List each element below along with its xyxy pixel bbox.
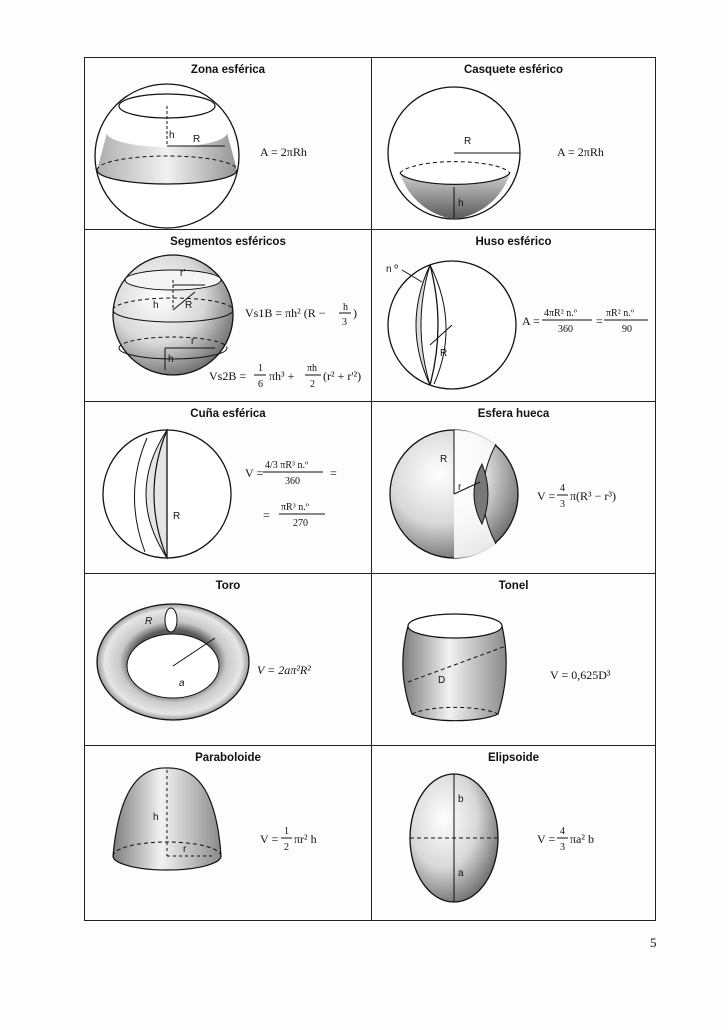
formula-volume: V = 0,625D³ (550, 668, 611, 682)
huso-eq2: = (596, 314, 603, 328)
cell-title: Casquete esférico (463, 64, 564, 76)
label-R: R (145, 616, 153, 627)
parab-rest: πr² h (294, 832, 317, 846)
label-r-prime: r' (180, 268, 186, 279)
cell-title: Cuña esférica (190, 408, 266, 420)
formula-sheet (84, 57, 656, 921)
a-eq: A = (522, 314, 540, 328)
cell-elipsoide (372, 746, 655, 920)
v-eq: V = (245, 466, 264, 480)
label-r: r (183, 844, 187, 855)
vs2b-d2: 2 (310, 379, 315, 390)
formula-area: A = 2πRh (260, 145, 307, 159)
label-R: R (464, 136, 472, 147)
cell-title: Tonel (498, 580, 529, 592)
label-R: R (185, 300, 193, 311)
page-number: 5 (650, 935, 657, 950)
cell-tonel (372, 574, 655, 746)
label-D: D (438, 675, 446, 686)
vs2b-mid: πh³ + (269, 369, 295, 383)
huso-num2: πR² n.º (606, 308, 634, 319)
cell-title: Huso esférico (475, 236, 552, 248)
label-h: h (169, 130, 175, 141)
casquete-esferico-figure (372, 58, 655, 230)
cuna-den1: 360 (285, 476, 300, 487)
v-eq: V = (537, 489, 556, 503)
cell-toro (85, 574, 372, 746)
cell-huso-esferico (372, 230, 655, 402)
label-R: R (440, 454, 448, 465)
label-r: r (458, 482, 462, 493)
vs1b-den: 3 (342, 317, 347, 328)
label-h-upper: h (153, 300, 159, 311)
label-n: n º (386, 264, 398, 275)
label-a: a (458, 868, 464, 879)
label-a: a (179, 678, 185, 689)
v-eq: V = (260, 832, 279, 846)
label-h: h (458, 198, 464, 209)
elip-rest: πa² b (570, 832, 594, 846)
vs2b-end: (r² + r'²) (323, 369, 362, 383)
formula-volume: V = 2aπ²R² (257, 663, 311, 677)
vs2b-left: Vs2B = (209, 369, 247, 383)
cell-segmentos-esfericos (85, 230, 372, 402)
label-h: h (153, 812, 159, 823)
huso-esferico-figure (372, 230, 655, 402)
label-h-lower: h (168, 354, 174, 365)
cell-casquete-esferico (372, 58, 655, 230)
vs1b-left: Vs1B = πh² (R − (245, 306, 326, 320)
esfera-hueca-figure (372, 402, 655, 574)
cell-cuna-esferica (85, 402, 372, 574)
cell-title: Paraboloide (195, 752, 261, 764)
label-R: R (440, 348, 448, 359)
cell-title: Elipsoide (487, 752, 540, 764)
cuna-eq3: = (263, 508, 270, 522)
hueca-num: 4 (560, 483, 565, 494)
label-R: R (193, 134, 201, 145)
cell-title: Esfera hueca (477, 408, 550, 420)
cell-title: Toro (215, 580, 241, 592)
vs2b-n2: πh (307, 363, 318, 374)
cuna-num1: 4/3 πR³ n.º (265, 460, 309, 471)
huso-den2: 90 (622, 324, 632, 335)
label-b: b (458, 794, 464, 805)
elip-den: 3 (560, 842, 565, 853)
label-r: r (191, 336, 195, 347)
elipsoide-figure (372, 746, 655, 920)
toro-figure (85, 574, 372, 746)
cuna-num2: πR³ n.º (281, 502, 309, 513)
cell-esfera-hueca (372, 402, 655, 574)
cuna-esferica-figure (85, 402, 372, 574)
vs2b-n1: 1 (258, 363, 263, 374)
vs2b-d1: 6 (258, 379, 263, 390)
cuna-eq2: = (330, 466, 337, 480)
paraboloide-figure (85, 746, 372, 920)
huso-den1: 360 (558, 324, 573, 335)
cell-zona-esferica (85, 58, 372, 230)
segmentos-esfericos-figure (85, 230, 372, 402)
huso-num1: 4πR² n.º (544, 308, 577, 319)
hueca-rest: π(R³ − r³) (570, 489, 617, 503)
hueca-den: 3 (560, 499, 565, 510)
zona-esferica-figure (85, 58, 372, 230)
elip-num: 4 (560, 826, 565, 837)
cuna-den2: 270 (293, 518, 308, 529)
cell-title: Segmentos esféricos (170, 236, 286, 248)
vs1b-close: ) (353, 306, 357, 320)
label-R: R (173, 511, 181, 522)
vs1b-num: h (343, 302, 348, 313)
formula-area: A = 2πRh (557, 145, 604, 159)
v-eq: V = (537, 832, 556, 846)
parab-num: 1 (284, 826, 289, 837)
tonel-figure (372, 574, 655, 746)
cell-paraboloide (85, 746, 372, 920)
parab-den: 2 (284, 842, 289, 853)
cell-title: Zona esférica (190, 64, 266, 76)
